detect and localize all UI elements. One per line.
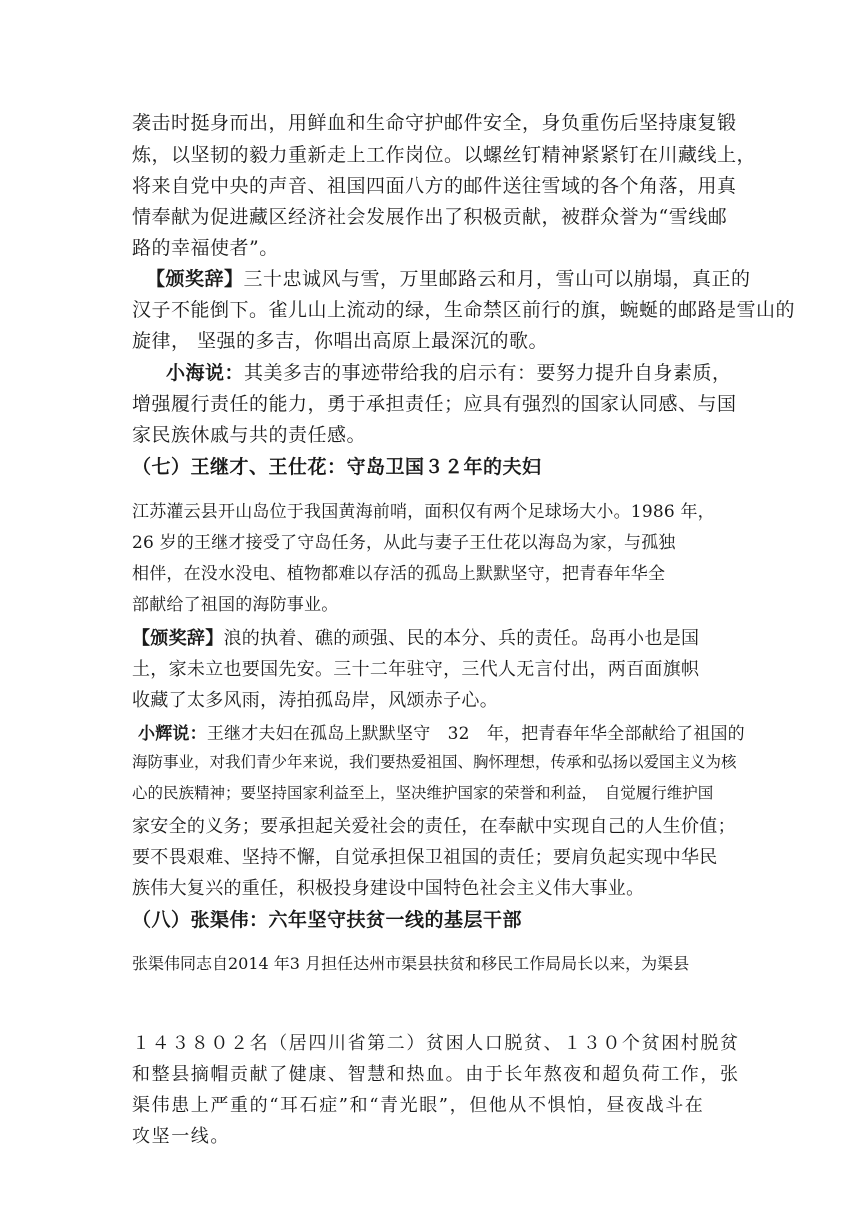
paragraph-line: 部献给了祖国的海防事业。 <box>132 595 339 615</box>
student-comment-line: 族伟大复兴的重任，积极投身建设中国特色社会主义伟大事业。 <box>132 878 645 899</box>
paragraph-line: 将来自党中央的声音、祖国四面八方的邮件送往雪域的各个角落，用真 <box>132 175 737 197</box>
award-speech-line: 【颁奖辞】三十忠诚风与雪，万里邮路云和月，雪山可以崩塌，真正的 <box>146 268 751 290</box>
paragraph-line: 攻坚一线。 <box>132 1126 230 1147</box>
student-comment-line: 心的民族精神；要坚持国家利益至上，坚决维护国家的荣誉和利益， 自觉履行维护国 <box>132 784 714 802</box>
award-speech-label: 【颁奖辞】 <box>132 628 224 649</box>
student-comment-line: 家安全的义务；要承担起关爱社会的责任，在奉献中实现自己的人生价值； <box>132 816 736 837</box>
paragraph-line: 袭击时挺身而出，用鲜血和生命守护邮件安全，身负重伤后坚持康复锻 <box>132 112 737 134</box>
paragraph-line: 江苏灌云县开山岛位于我国黄海前哨，面积仅有两个足球场大小。1986 年， <box>132 502 715 522</box>
student-comment-line: 海防事业，对我们青少年来说，我们要热爱祖国、胸怀理想，传承和弘扬以爱国主义为核 <box>132 753 737 771</box>
paragraph-line: １４３８０２名（居四川省第二）贫困人口脱贫、１３０个贫困村脱贫 <box>132 1033 740 1054</box>
section-heading: （八）张渠伟：六年坚守扶贫一线的基层干部 <box>132 909 523 931</box>
student-comment-line: 要不畏艰难、坚持不懈，自觉承担保卫祖国的责任；要肩负起实现中华民 <box>132 847 718 868</box>
award-speech-label: 【颁奖辞】 <box>146 268 244 290</box>
award-speech-line: 【颁奖辞】浪的执着、礁的顽强、民的本分、兵的责任。岛再小也是国 <box>132 628 700 649</box>
paragraph-line: 情奉献为促进藏区经济社会发展作出了积极贡献，被群众誉为“雪线邮 <box>132 206 728 228</box>
award-speech-line: 收藏了太多风雨，涛拍孤岛岸，风颂赤子心。 <box>132 690 498 711</box>
award-speech-line: 汉子不能倒下。雀儿山上流动的绿，生命禁区前行的旗，蜿蜒的邮路是雪山的 <box>132 299 796 321</box>
student-comment-line: 增强履行责任的能力，勇于承担责任；应具有强烈的国家认同感、与国 <box>132 393 737 415</box>
student-comment-label: 小海说： <box>166 362 245 384</box>
student-comment-label: 小辉说： <box>138 724 207 744</box>
student-comment-line: 家民族休戚与共的责任感。 <box>132 424 367 446</box>
award-speech-line: 土，家未立也要国先安。三十二年驻守，三代人无言付出，两百面旗帜 <box>132 659 700 680</box>
section-heading: （七）王继才、王仕花：守岛卫国３２年的夫妇 <box>132 456 542 478</box>
paragraph-line: 路的幸福使者”。 <box>132 237 279 259</box>
award-speech-line: 旋律， 坚强的多吉，你唱出高原上最深沉的歌。 <box>132 330 549 352</box>
student-comment-line: 小海说：其美多吉的事迹带给我的启示有：要努力提升自身素质， <box>166 362 732 384</box>
paragraph-line: 26 岁的王继才接受了守岛任务，从此与妻子王仕花以海岛为家，与孤独 <box>132 533 676 553</box>
paragraph-line: 炼，以坚韧的毅力重新走上工作岗位。以螺丝钉精神紧紧钉在川藏线上， <box>132 144 757 166</box>
paragraph-line: 张渠伟同志自2014 年3 月担任达州市渠县扶贫和移民工作局局长以来，为渠县 <box>132 954 690 973</box>
student-comment-line: 小辉说：王继才夫妇在孤岛上默默坚守 32 年，把青春年华全部献给了祖国的 <box>138 724 745 744</box>
paragraph-line: 渠伟患上严重的“耳石症”和“青光眼”，但他从不惧怕，昼夜战斗在 <box>132 1095 705 1116</box>
paragraph-line: 相伴，在没水没电、植物都难以存活的孤岛上默默坚守，把青春年华全 <box>132 564 666 584</box>
paragraph-line: 和整县摘帽贡献了健康、智慧和热血。由于长年熬夜和超负荷工作，张 <box>132 1064 740 1085</box>
